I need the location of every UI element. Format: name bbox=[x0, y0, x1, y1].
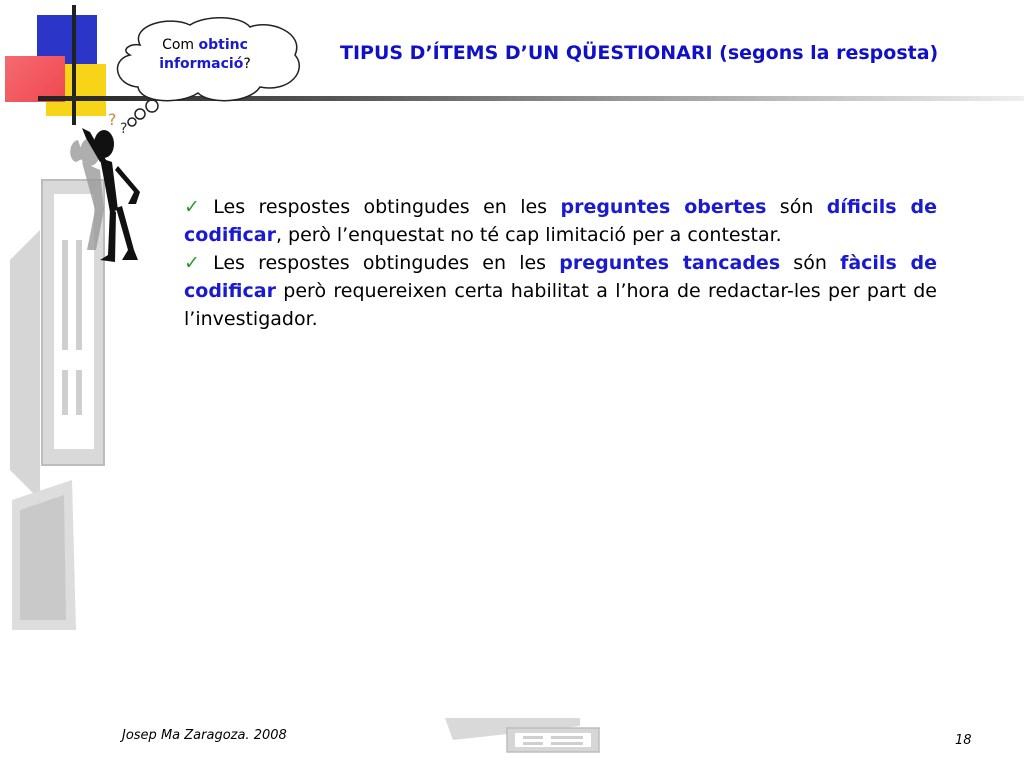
item-text: però requereixen certa habilitat a l’hora de redactar-les per part de l’investigador. bbox=[184, 280, 937, 330]
cloud-prefix: Com bbox=[162, 37, 199, 53]
check-icon: ✓ bbox=[184, 252, 208, 274]
item-text: són bbox=[766, 196, 827, 218]
cloud-bold-2: informació bbox=[159, 56, 244, 72]
item-text: Les respostes obtingudes en les bbox=[213, 252, 560, 274]
item-emphasis: preguntes tancades bbox=[559, 252, 781, 274]
item-text: Les respostes obtingudes en les bbox=[213, 196, 561, 218]
svg-text:?: ? bbox=[120, 121, 128, 137]
thinking-person-icon bbox=[60, 100, 160, 275]
item-emphasis: díficils de codificar bbox=[184, 196, 938, 246]
check-icon: ✓ bbox=[184, 196, 208, 218]
cloud-bold-1: obtinc bbox=[198, 37, 248, 53]
item-text: , però l’enquestat no té cap limitació per a contestar. bbox=[275, 224, 782, 246]
item-text: són bbox=[780, 252, 841, 274]
cloud-line-1 bbox=[120, 36, 290, 55]
footer-author: Josep Ma Zaragoza. 2008 bbox=[122, 728, 287, 743]
page-number: 18 bbox=[955, 733, 972, 748]
page-title: TIPUS D’ÍTEMS D’UN QÜESTIONARI (segons la resposta) bbox=[340, 42, 939, 64]
cloud-suffix: ? bbox=[243, 56, 251, 72]
svg-text:?: ? bbox=[108, 110, 117, 129]
cloud-text bbox=[120, 36, 290, 74]
item-emphasis: preguntes obertes bbox=[560, 196, 767, 218]
footer-decoration bbox=[445, 712, 605, 757]
cloud-line-2 bbox=[120, 55, 290, 74]
bullet-item bbox=[184, 249, 937, 333]
content-body bbox=[184, 193, 937, 333]
item-emphasis: fàcils de codificar bbox=[184, 252, 937, 302]
bullet-item bbox=[184, 193, 937, 249]
